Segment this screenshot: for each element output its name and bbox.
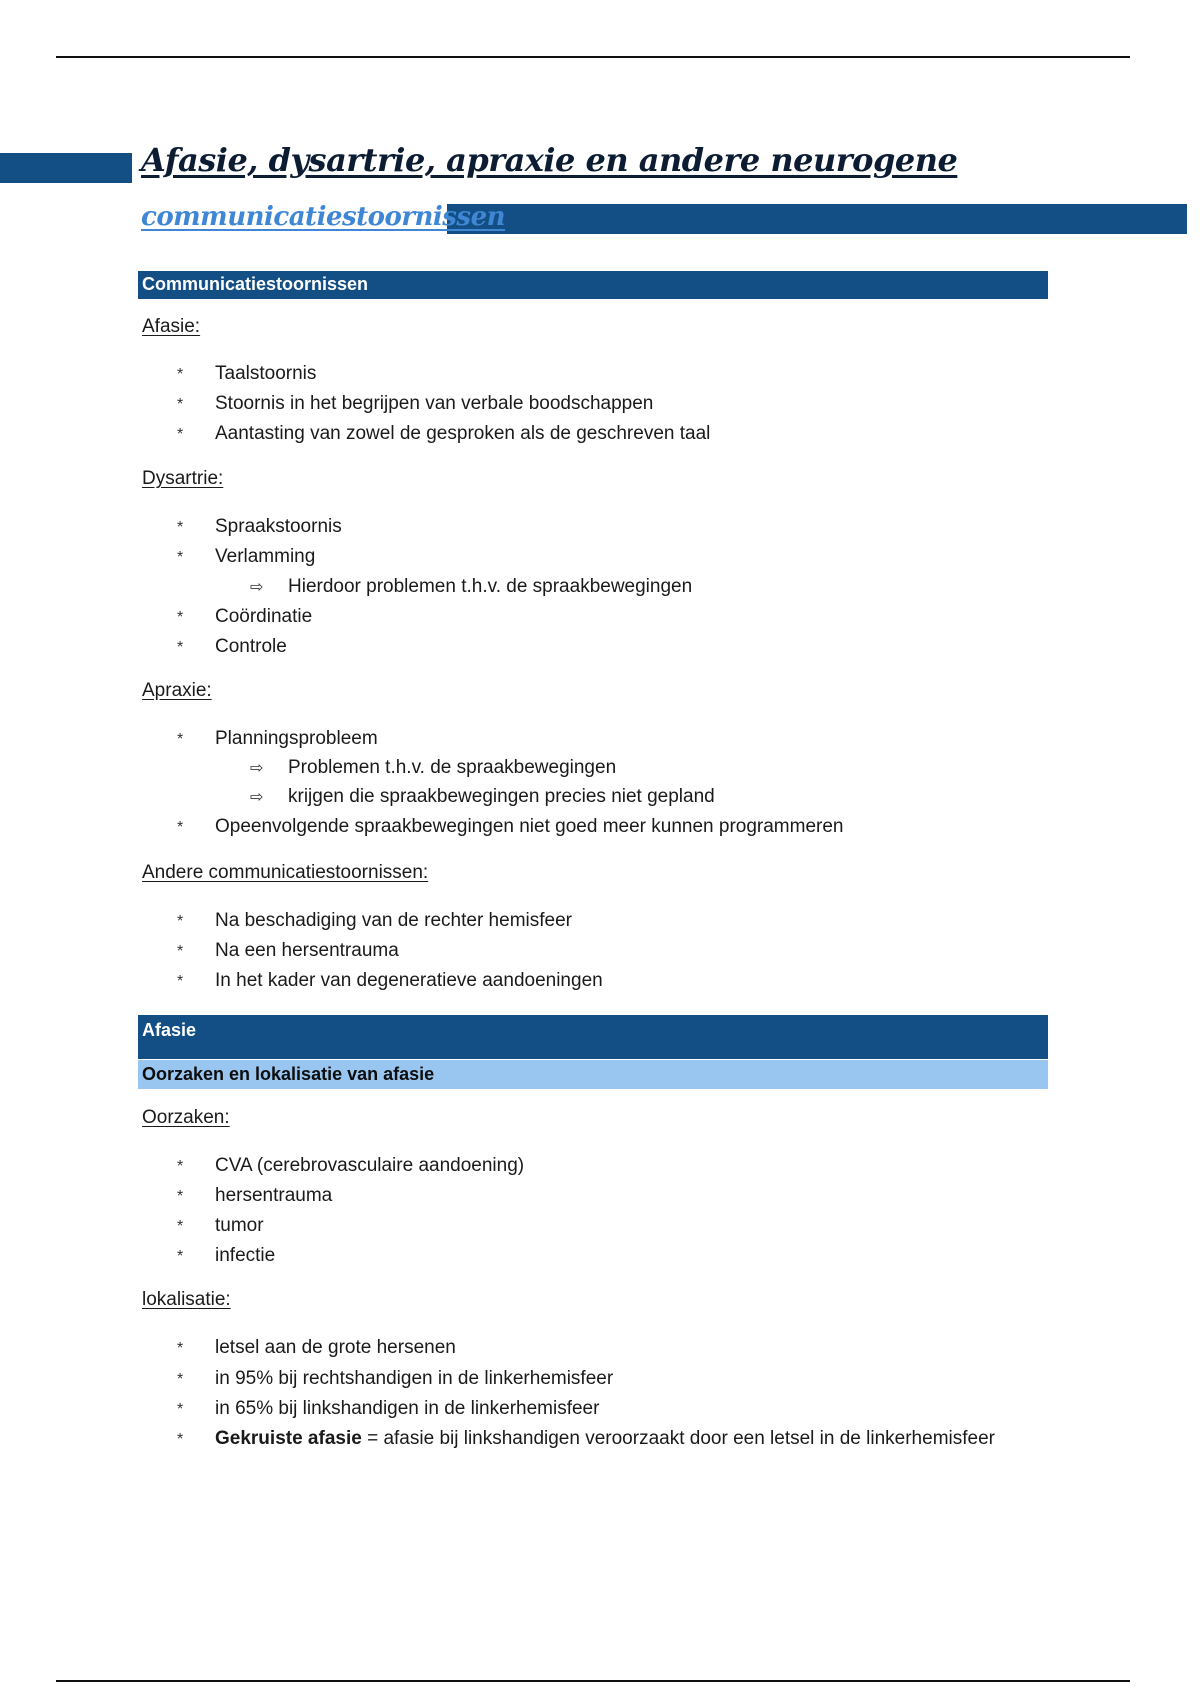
list-item: * in 65% bij linkshandigen in de linkerhemisfeer: [177, 1396, 599, 1422]
bullet-icon: *: [177, 519, 184, 536]
heading-lokalisatie: lokalisatie:: [142, 1289, 231, 1310]
heading-oorzaken: Oorzaken:: [142, 1107, 230, 1128]
list-item: * Opeenvolgende spraakbewegingen niet goed meer kunnen programmeren: [177, 814, 843, 840]
bullet-icon: *: [177, 913, 184, 930]
term-gekruiste-afasie: Gekruiste afasie: [215, 1428, 362, 1449]
bullet-icon: *: [177, 366, 184, 383]
list-item: * Stoornis in het begrijpen van verbale boodschappen: [177, 391, 653, 417]
list-item: * Verlamming: [177, 544, 315, 570]
section-heading-afasie: Afasie: [138, 1015, 1048, 1059]
arrow-right-icon: ⇨: [250, 760, 264, 777]
sub-list-item: ⇨ Problemen t.h.v. de spraakbewegingen: [250, 755, 616, 781]
heading-dysartrie: Dysartrie:: [142, 468, 224, 489]
bullet-icon: *: [177, 1340, 184, 1357]
list-item: * Na beschadiging van de rechter hemisfeer: [177, 908, 572, 934]
bullet-icon: *: [177, 426, 184, 443]
heading-andere-communicatiestoornissen: Andere communicatiestoornissen:: [142, 862, 429, 883]
page-subtitle: communicatiestoornissen: [141, 202, 506, 232]
bullet-icon: *: [177, 549, 184, 566]
bullet-icon: *: [177, 1188, 184, 1205]
title-band-left: [0, 153, 132, 183]
list-item: * Na een hersentrauma: [177, 938, 399, 964]
arrow-right-icon: ⇨: [250, 579, 264, 596]
list-item: * infectie: [177, 1243, 275, 1269]
bullet-icon: *: [177, 1401, 184, 1418]
bullet-icon: *: [177, 1248, 184, 1265]
list-item: * in 95% bij rechtshandigen in de linkerhemisfeer: [177, 1366, 613, 1392]
list-item: * letsel aan de grote hersenen: [177, 1335, 456, 1361]
list-item: * Taalstoornis: [177, 361, 316, 387]
section-heading-communicatiestoornissen: Communicatiestoornissen: [138, 271, 1048, 299]
arrow-right-icon: ⇨: [250, 789, 264, 806]
bullet-icon: *: [177, 973, 184, 990]
heading-apraxie: Apraxie:: [142, 680, 212, 701]
title-band-right: [447, 204, 1187, 234]
page-title: Afasie, dysartrie, apraxie en andere neurogene: [141, 141, 958, 179]
bullet-icon: *: [177, 609, 184, 626]
subsection-heading-oorzaken-lokalisatie: Oorzaken en lokalisatie van afasie: [138, 1060, 1048, 1089]
list-item: * hersentrauma: [177, 1183, 332, 1209]
heading-afasie: Afasie:: [142, 316, 201, 337]
bullet-icon: *: [177, 1158, 184, 1175]
list-item: * Spraakstoornis: [177, 514, 342, 540]
bullet-icon: *: [177, 396, 184, 413]
list-item: * Planningsprobleem: [177, 726, 378, 752]
bullet-icon: *: [177, 1371, 184, 1388]
sub-list-item: ⇨ Hierdoor problemen t.h.v. de spraakbewegingen: [250, 574, 692, 600]
list-item: * In het kader van degeneratieve aandoeningen: [177, 968, 603, 994]
list-item: * Coördinatie: [177, 604, 312, 630]
definition-gekruiste-afasie: = afasie bij linkshandigen veroorzaakt door een letsel in de linkerhemisfeer: [361, 1428, 995, 1449]
bullet-icon: *: [177, 1218, 184, 1235]
list-item: * Aantasting van zowel de gesproken als de geschreven taal: [177, 421, 710, 447]
sub-list-item: ⇨ krijgen die spraakbewegingen precies niet gepland: [250, 784, 715, 810]
bullet-icon: *: [177, 943, 184, 960]
list-item: * Controle: [177, 634, 287, 660]
bullet-icon: *: [177, 731, 184, 748]
list-item: [177, 1426, 995, 1452]
bullet-icon: *: [177, 819, 184, 836]
bullet-icon: *: [177, 639, 184, 656]
bullet-icon: *: [177, 1431, 184, 1448]
bottom-rule: [56, 1680, 1130, 1682]
list-item: * tumor: [177, 1213, 264, 1239]
list-item: * CVA (cerebrovasculaire aandoening): [177, 1153, 524, 1179]
top-rule: [56, 56, 1130, 58]
